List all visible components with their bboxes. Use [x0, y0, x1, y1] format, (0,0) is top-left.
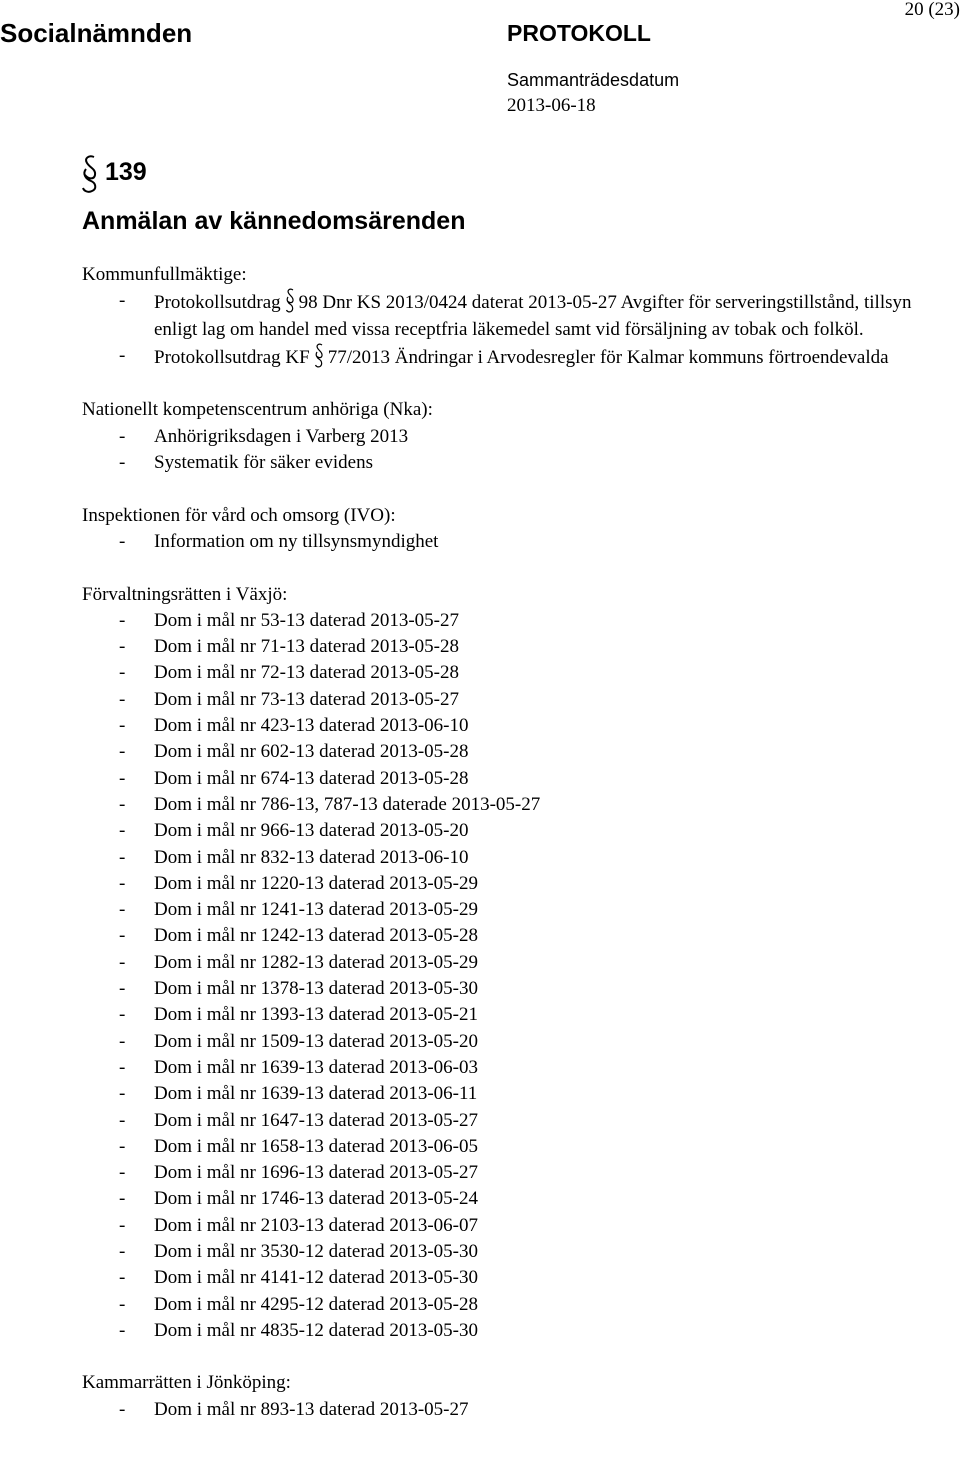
list-item [82, 288, 942, 343]
paragraph-sign-icon [314, 343, 324, 369]
group-spacer [82, 476, 942, 502]
list-item-text-post: 77/2013 Ändringar i Arvodesregler för Kalmar kommuns förtroendevalda [327, 346, 889, 368]
list-item [82, 871, 942, 897]
list-item-text: Dom i mål nr 966-13 daterad 2013-05-20 [154, 820, 469, 842]
meeting-date: 2013-06-18 [507, 95, 596, 116]
list-item [82, 608, 942, 634]
group-heading: Inspektionen för vård och omsorg (IVO): [82, 504, 396, 526]
list-bullet: - [119, 290, 126, 312]
group-heading: Nationellt kompetenscentrum anhöriga (Nka): [82, 399, 433, 421]
list-bullet: - [119, 425, 126, 447]
group-spacer [82, 1344, 942, 1370]
list-item [82, 950, 942, 976]
list-item-text: Dom i mål nr 1378-13 daterad 2013-05-30 [154, 978, 478, 1000]
list-item [82, 450, 942, 476]
list-bullet: - [119, 820, 126, 842]
list-bullet: - [119, 1004, 126, 1026]
section-number: 139 [105, 158, 147, 186]
list-item [82, 343, 942, 371]
list-bullet: - [119, 715, 126, 737]
list-bullet: - [119, 452, 126, 474]
document-type: PROTOKOLL [507, 20, 651, 46]
list-item-text: Dom i mål nr 1639-13 daterad 2013-06-11 [154, 1083, 478, 1105]
group-spacer [82, 371, 942, 397]
list-item [82, 1108, 942, 1134]
list-bullet: - [119, 530, 126, 552]
list-bullet: - [119, 925, 126, 947]
list-item-text: Dom i mål nr 423-13 daterad 2013-06-10 [154, 715, 469, 737]
list-bullet: - [119, 344, 126, 366]
organization-name: Socialnämnden [0, 18, 193, 48]
list-item-text-pre: Protokollsutdrag KF [154, 346, 310, 368]
list-item-text: Dom i mål nr 3530-12 daterad 2013-05-30 [154, 1240, 478, 1262]
list-item [82, 739, 942, 765]
list-item [82, 766, 942, 792]
list-item [82, 792, 942, 818]
group-heading: Förvaltningsrätten i Växjö: [82, 583, 288, 605]
list-bullet: - [119, 1240, 126, 1262]
list-item-text: Dom i mål nr 73-13 daterad 2013-05-27 [154, 688, 459, 710]
list-bullet: - [119, 951, 126, 973]
list-item-text-post: 98 Dnr KS 2013/0424 daterat 2013-05-27 Avgifter för serveringstillstånd, tillsyn enligt lag om handel med vissa receptfria läkemedel samt vid försäljning av tobak och folköl. [154, 292, 912, 340]
section-title: Anmälan av kännedomsärenden [82, 207, 466, 235]
list-bullet: - [119, 741, 126, 763]
list-bullet: - [119, 609, 126, 631]
list-item-text: Dom i mål nr 602-13 daterad 2013-05-28 [154, 741, 469, 763]
list-item [82, 660, 942, 686]
list-item-text: Dom i mål nr 1639-13 daterad 2013-06-03 [154, 1056, 478, 1078]
list-item [82, 1239, 942, 1265]
list-bullet: - [119, 1135, 126, 1157]
list-item-text: Systematik för säker evidens [154, 452, 373, 474]
list-item-text: Dom i mål nr 4295-12 daterad 2013-05-28 [154, 1293, 478, 1315]
list-bullet: - [119, 1214, 126, 1236]
list-item-text: Dom i mål nr 72-13 daterad 2013-05-28 [154, 662, 459, 684]
list-item-text-pre: Protokollsutdrag [154, 292, 281, 314]
list-item-text: Information om ny tillsynsmyndighet [154, 530, 439, 552]
list-item-text: Dom i mål nr 4835-12 daterad 2013-05-30 [154, 1319, 478, 1341]
list-item-text: Dom i mål nr 4141-12 daterad 2013-05-30 [154, 1267, 478, 1289]
list-bullet: - [119, 978, 126, 1000]
group-spacer [82, 555, 942, 581]
list-item-text: Dom i mål nr 53-13 daterad 2013-05-27 [154, 609, 459, 631]
list-item [82, 897, 942, 923]
page-number: 20 (23) [904, 0, 960, 20]
list-bullet: - [119, 688, 126, 710]
list-item [82, 1186, 942, 1212]
list-bullet: - [119, 1056, 126, 1078]
list-bullet: - [119, 1398, 126, 1420]
list-bullet: - [119, 1109, 126, 1131]
list-bullet: - [119, 636, 126, 658]
list-item [82, 529, 942, 555]
list-item-text: Dom i mål nr 1746-13 daterad 2013-05-24 [154, 1188, 478, 1210]
list-item [82, 1029, 942, 1055]
list-item-text: Dom i mål nr 1658-13 daterad 2013-06-05 [154, 1135, 478, 1157]
meeting-date-label: Sammanträdesdatum [507, 70, 680, 90]
list-item-text: Dom i mål nr 1647-13 daterad 2013-05-27 [154, 1109, 478, 1131]
list-bullet: - [119, 662, 126, 684]
paragraph-sign-icon [285, 288, 295, 314]
list-item-text: Dom i mål nr 2103-13 daterad 2013-06-07 [154, 1214, 478, 1236]
group-heading: Kommunfullmäktige: [82, 264, 247, 285]
list-item-text: Anhörigriksdagen i Varberg 2013 [154, 425, 409, 447]
document-body [82, 262, 942, 1423]
list-item-text: Dom i mål nr 1696-13 daterad 2013-05-27 [154, 1162, 478, 1184]
list-item [82, 1002, 942, 1028]
list-bullet: - [119, 767, 126, 789]
list-item [82, 1397, 942, 1423]
list-item [82, 1318, 942, 1344]
list-item [82, 1160, 942, 1186]
list-bullet: - [119, 1030, 126, 1052]
list-item-text: Dom i mål nr 1242-13 daterad 2013-05-28 [154, 925, 478, 947]
list-bullet: - [119, 793, 126, 815]
list-item [82, 1213, 942, 1239]
list-item-text: Dom i mål nr 832-13 daterad 2013-06-10 [154, 846, 469, 868]
list-bullet: - [119, 846, 126, 868]
list-item [82, 1265, 942, 1291]
list-item [82, 976, 942, 1002]
list-bullet: - [119, 1188, 126, 1210]
list-item [82, 923, 942, 949]
list-item [82, 818, 942, 844]
list-item [82, 713, 942, 739]
list-bullet: - [119, 1319, 126, 1341]
list-item [82, 1081, 942, 1107]
list-bullet: - [119, 1083, 126, 1105]
list-item-text: Dom i mål nr 786-13, 787-13 daterade 2013-05-27 [154, 793, 541, 815]
list-item [82, 634, 942, 660]
list-item [82, 1055, 942, 1081]
list-item-text: Dom i mål nr 1220-13 daterad 2013-05-29 [154, 872, 478, 894]
list-item-text: Dom i mål nr 674-13 daterad 2013-05-28 [154, 767, 469, 789]
list-bullet: - [119, 1267, 126, 1289]
list-item [82, 1134, 942, 1160]
group-heading: Kammarrätten i Jönköping: [82, 1372, 291, 1394]
list-item-text: Dom i mål nr 1282-13 daterad 2013-05-29 [154, 951, 478, 973]
list-item [82, 1292, 942, 1318]
list-item [82, 845, 942, 871]
list-item-text: Dom i mål nr 71-13 daterad 2013-05-28 [154, 636, 459, 658]
list-bullet: - [119, 899, 126, 921]
paragraph-sign-icon [80, 154, 100, 194]
list-item-text: Dom i mål nr 1393-13 daterad 2013-05-21 [154, 1004, 478, 1026]
list-item-text: Dom i mål nr 893-13 daterad 2013-05-27 [154, 1398, 469, 1420]
list-item-text: Dom i mål nr 1241-13 daterad 2013-05-29 [154, 899, 478, 921]
list-bullet: - [119, 1293, 126, 1315]
list-bullet: - [119, 872, 126, 894]
list-item [82, 687, 942, 713]
list-bullet: - [119, 1162, 126, 1184]
list-item-text: Dom i mål nr 1509-13 daterad 2013-05-20 [154, 1030, 478, 1052]
list-item [82, 424, 942, 450]
